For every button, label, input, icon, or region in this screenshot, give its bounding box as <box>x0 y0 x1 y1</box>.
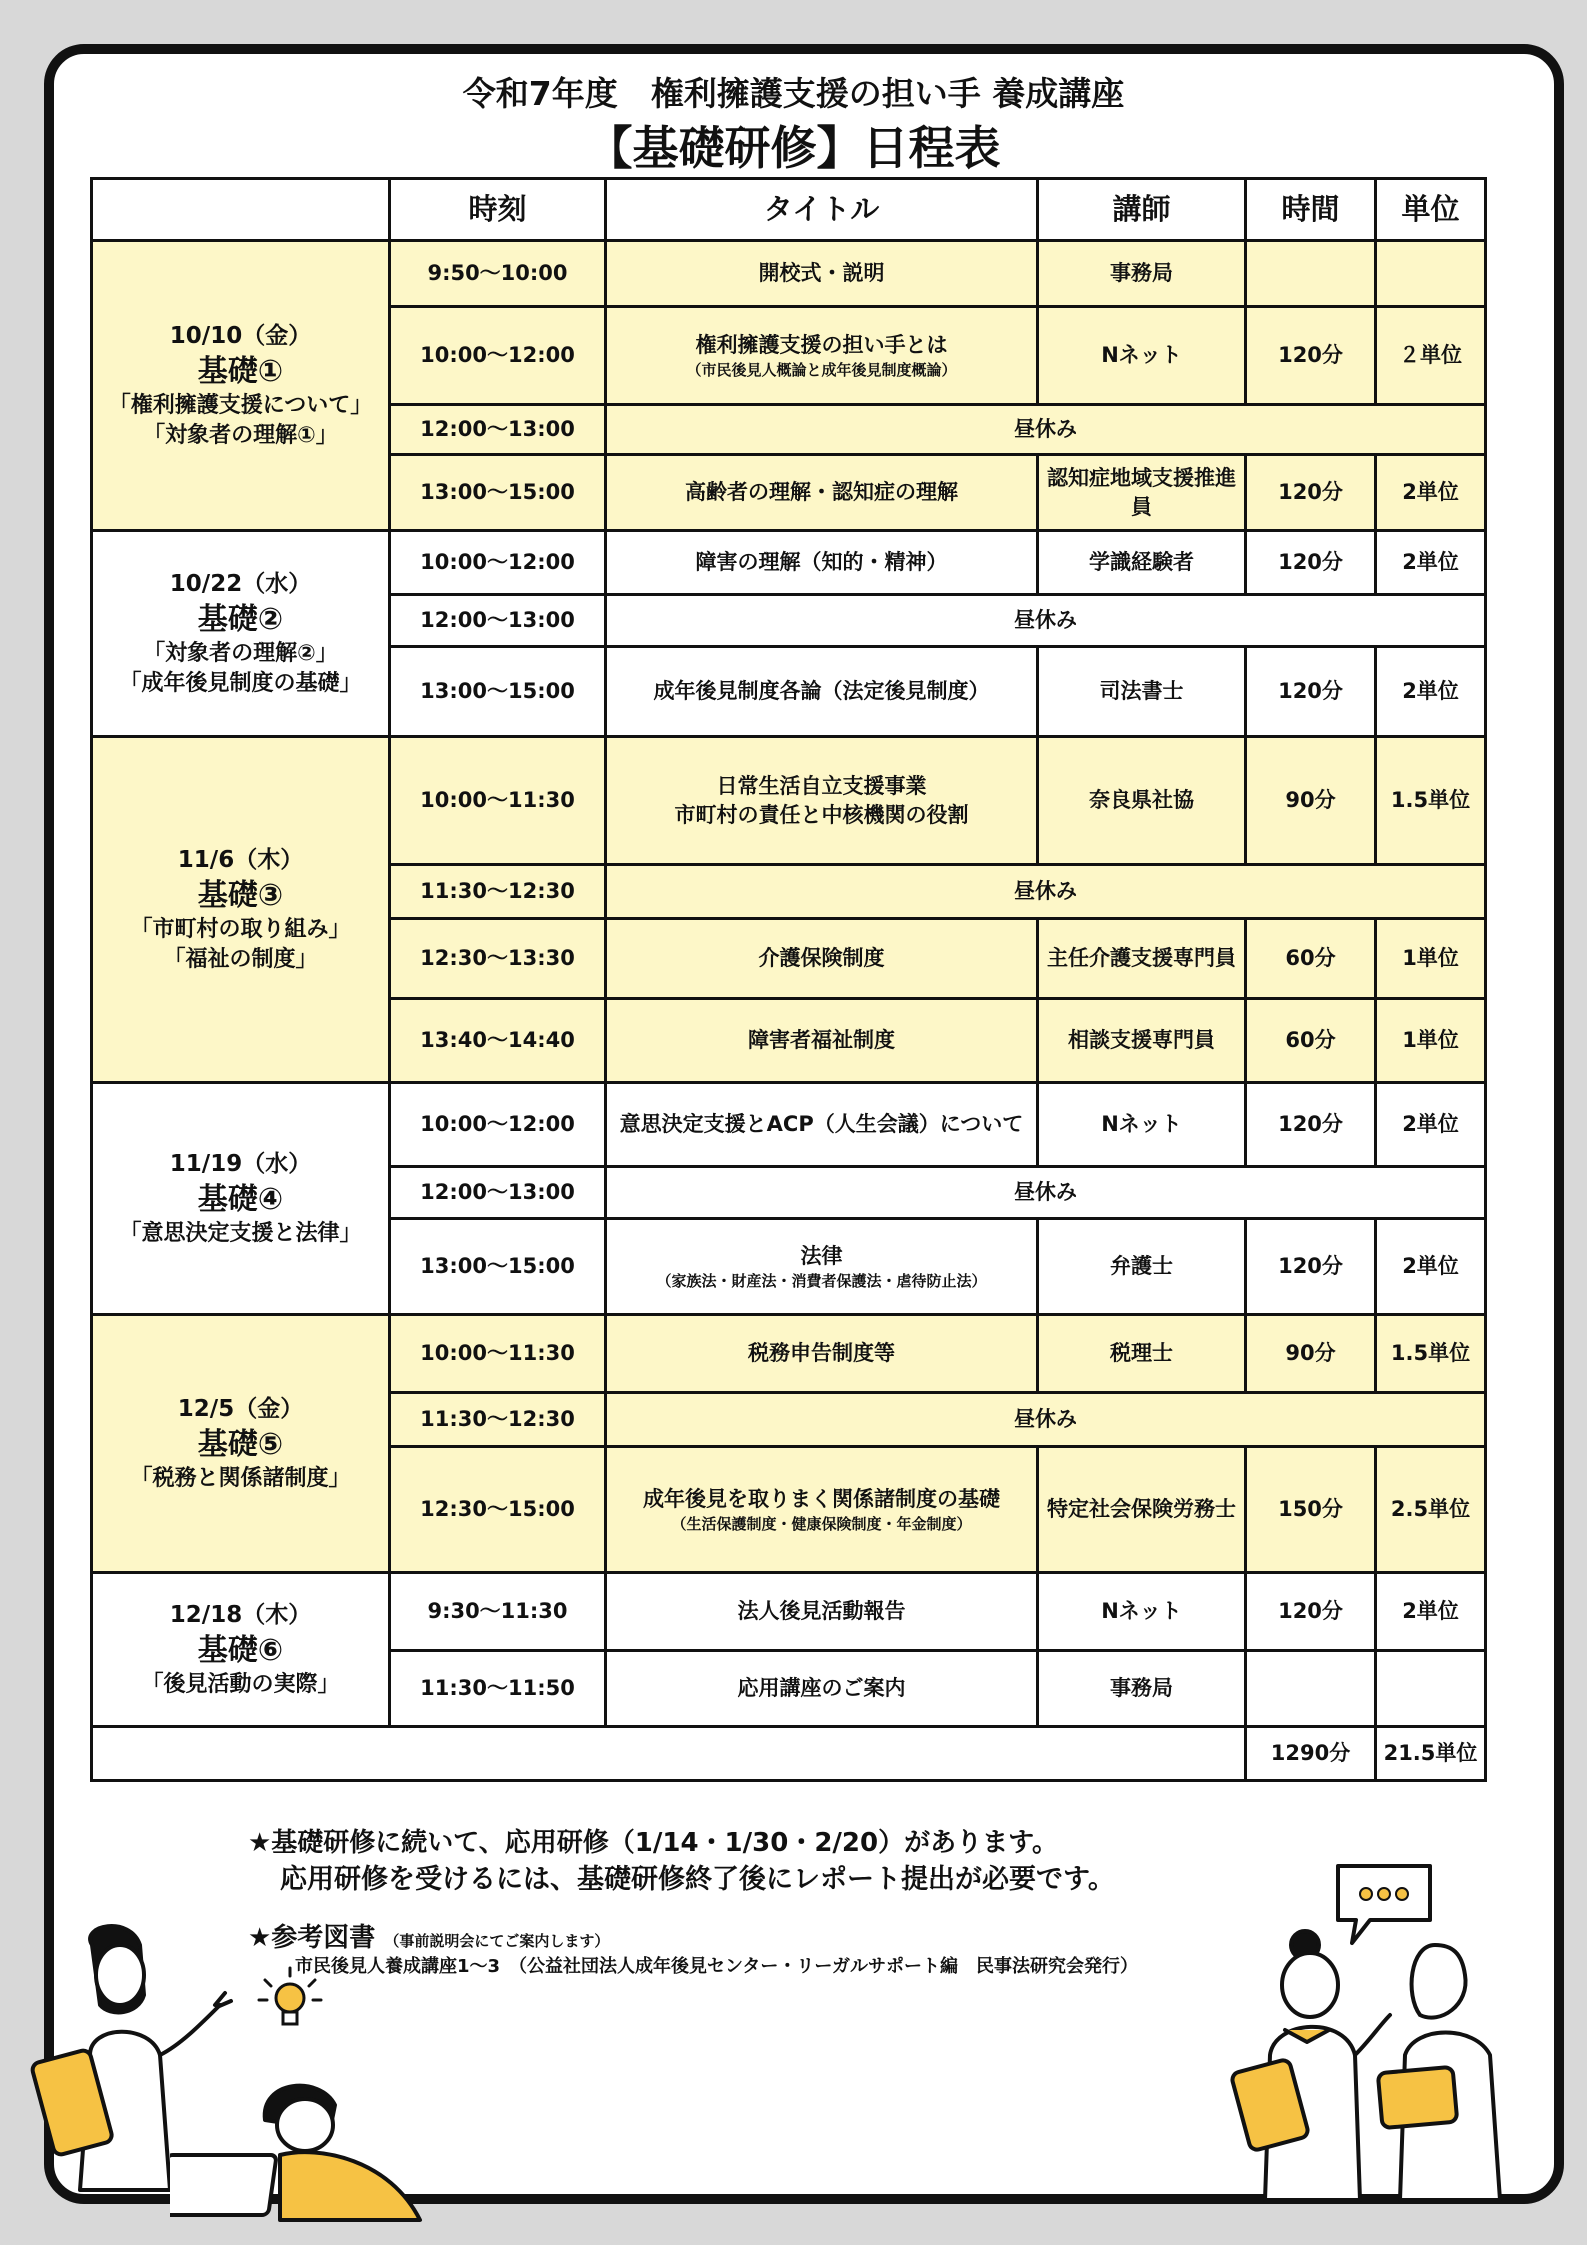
column-header-title: タイトル <box>606 179 1038 241</box>
reference-label: ★参考図書 <box>248 1923 376 1953</box>
units-cell <box>1376 241 1486 307</box>
title-cell: 高齢者の理解・認知症の理解 <box>606 455 1038 531</box>
minutes-cell: 90分 <box>1246 1315 1376 1393</box>
title-subtext: （市民後見人概論と成年後見制度概論） <box>686 360 957 379</box>
minutes-cell: 120分 <box>1246 647 1376 737</box>
title-subtext: （生活保護制度・健康保険制度・年金制度） <box>671 1514 972 1533</box>
lecturer-cell: 事務局 <box>1038 1651 1246 1727</box>
time-cell: 12:30〜13:30 <box>390 919 606 999</box>
day-cell <box>92 531 390 737</box>
minutes-cell: 90分 <box>1246 737 1376 865</box>
session-name: 基礎⑥ <box>197 1632 284 1668</box>
table-row <box>92 531 1486 595</box>
time-cell: 13:00〜15:00 <box>390 455 606 531</box>
title-cell: 障害の理解（知的・精神） <box>606 531 1038 595</box>
day-date: 12/5（金） <box>177 1395 304 1422</box>
title-cell: 開校式・説明 <box>606 241 1038 307</box>
time-cell: 9:30〜11:30 <box>390 1573 606 1651</box>
title-cell: 成年後見制度各論（法定後見制度） <box>606 647 1038 737</box>
session-name: 基礎② <box>197 601 284 637</box>
lunch-break-cell: 昼休み <box>606 405 1486 455</box>
title-text: 権利擁護支援の担い手とは <box>695 333 948 358</box>
totals-row <box>92 1727 1486 1781</box>
title-text: 法律 <box>800 1244 843 1269</box>
title-cell <box>606 1447 1038 1573</box>
units-cell <box>1376 1651 1486 1727</box>
title-cell: 税務申告制度等 <box>606 1315 1038 1393</box>
header-blank <box>92 179 390 241</box>
two-women-talking-icon <box>1230 1905 1530 2205</box>
column-header-time: 時刻 <box>390 179 606 241</box>
lunch-break-cell: 昼休み <box>606 1167 1486 1219</box>
table-row <box>92 1573 1486 1651</box>
day-cell <box>92 737 390 1083</box>
time-cell: 12:00〜13:00 <box>390 595 606 647</box>
column-header-lecturer: 講師 <box>1038 179 1246 241</box>
title-cell: 介護保険制度 <box>606 919 1038 999</box>
minutes-cell: 60分 <box>1246 999 1376 1083</box>
title-text: 市町村の責任と中核機関の役割 <box>674 802 969 827</box>
time-cell: 13:00〜15:00 <box>390 1219 606 1315</box>
lecturer-cell: Nネット <box>1038 1083 1246 1167</box>
lunch-break-cell: 昼休み <box>606 1393 1486 1447</box>
title-cell: 法人後見活動報告 <box>606 1573 1038 1651</box>
day-cell <box>92 1573 390 1727</box>
title-cell <box>606 307 1038 405</box>
column-header-units: 単位 <box>1376 179 1486 241</box>
day-date: 12/18（木） <box>169 1601 312 1628</box>
minutes-cell: 60分 <box>1246 919 1376 999</box>
units-cell: 1単位 <box>1376 919 1486 999</box>
time-cell: 11:30〜12:30 <box>390 1393 606 1447</box>
time-cell: 11:30〜12:30 <box>390 865 606 919</box>
day-date: 10/22（水） <box>169 570 312 597</box>
table-row <box>92 737 1486 865</box>
time-cell: 11:30〜11:50 <box>390 1651 606 1727</box>
lecturer-cell: 主任介護支援専門員 <box>1038 919 1246 999</box>
minutes-cell: 120分 <box>1246 307 1376 405</box>
lecturer-cell: Nネット <box>1038 307 1246 405</box>
minutes-cell: 150分 <box>1246 1447 1376 1573</box>
reference-small-note: （事前説明会にてご案内します） <box>384 1932 610 1950</box>
total-units: 21.5単位 <box>1376 1727 1486 1781</box>
lecturer-cell: 事務局 <box>1038 241 1246 307</box>
table-row <box>92 1083 1486 1167</box>
total-minutes: 1290分 <box>1246 1727 1376 1781</box>
note-advanced-course: ★基礎研修に続いて、応用研修（1/14・1/30・2/20）があります。 <box>248 1828 1059 1858</box>
units-cell: 2単位 <box>1376 1083 1486 1167</box>
column-header-minutes: 時間 <box>1246 179 1376 241</box>
lunch-break-cell: 昼休み <box>606 865 1486 919</box>
minutes-cell <box>1246 1651 1376 1727</box>
units-cell: 2単位 <box>1376 1573 1486 1651</box>
title-cell: 意思決定支援とACP（人生会議）について <box>606 1083 1038 1167</box>
table-row <box>92 241 1486 307</box>
time-cell: 10:00〜11:30 <box>390 737 606 865</box>
note-reference-books <box>248 1917 609 1954</box>
day-cell <box>92 1315 390 1573</box>
time-cell: 12:00〜13:00 <box>390 1167 606 1219</box>
session-topic: 「市町村の取り組み」 <box>130 916 351 942</box>
table-row <box>92 1315 1486 1393</box>
minutes-cell <box>1246 241 1376 307</box>
units-cell: 1.5単位 <box>1376 737 1486 865</box>
schedule-table <box>90 177 1487 1782</box>
day-date: 11/6（木） <box>177 846 304 873</box>
totals-blank <box>92 1727 1246 1781</box>
reference-book: 市民後見人養成講座1〜3 （公益社団法人成年後見センター・リーガルサポート編 民事法研究会発行） <box>295 1956 1138 1977</box>
units-cell: ２単位 <box>1376 307 1486 405</box>
day-cell <box>92 241 390 531</box>
lecturer-cell: 学識経験者 <box>1038 531 1246 595</box>
lecturer-cell: 税理士 <box>1038 1315 1246 1393</box>
note-report-requirement: 応用研修を受けるには、基礎研修終了後にレポート提出が必要です。 <box>280 1864 1115 1895</box>
lecturer-cell: 特定社会保険労務士 <box>1038 1447 1246 1573</box>
time-cell: 9:50〜10:00 <box>390 241 606 307</box>
time-cell: 13:40〜14:40 <box>390 999 606 1083</box>
units-cell: 2単位 <box>1376 531 1486 595</box>
session-topic: 「対象者の理解②」 <box>143 640 338 666</box>
time-cell: 10:00〜12:00 <box>390 1083 606 1167</box>
title-text: 成年後見を取りまく関係諸制度の基礎 <box>643 1487 1000 1512</box>
session-topic: 「税務と関係諸制度」 <box>130 1465 351 1491</box>
minutes-cell: 120分 <box>1246 1573 1376 1651</box>
lecturer-cell: Nネット <box>1038 1573 1246 1651</box>
units-cell: 1.5単位 <box>1376 1315 1486 1393</box>
session-name: 基礎① <box>197 353 284 389</box>
units-cell: 2単位 <box>1376 1219 1486 1315</box>
session-name: 基礎④ <box>197 1181 284 1217</box>
session-topic: 「対象者の理解①」 <box>143 422 338 448</box>
time-cell: 12:00〜13:00 <box>390 405 606 455</box>
units-cell: 2単位 <box>1376 455 1486 531</box>
minutes-cell: 120分 <box>1246 1219 1376 1315</box>
lecturer-cell: 司法書士 <box>1038 647 1246 737</box>
time-cell: 10:00〜12:00 <box>390 307 606 405</box>
title-cell: 応用講座のご案内 <box>606 1651 1038 1727</box>
lightbulb-icon <box>255 1960 325 2040</box>
lecturer-cell: 弁護士 <box>1038 1219 1246 1315</box>
day-date: 11/19（水） <box>169 1150 312 1177</box>
title-cell: 障害者福祉制度 <box>606 999 1038 1083</box>
title-cell <box>606 1219 1038 1315</box>
time-cell: 13:00〜15:00 <box>390 647 606 737</box>
time-cell: 10:00〜11:30 <box>390 1315 606 1393</box>
session-topic: 「後見活動の実際」 <box>141 1671 340 1697</box>
title-subtext: （家族法・財産法・消費者保護法・虐待防止法） <box>656 1271 987 1290</box>
person-at-laptop-icon <box>170 2060 460 2225</box>
session-topic: 「意思決定支援と法律」 <box>119 1220 362 1246</box>
lecturer-cell: 相談支援専門員 <box>1038 999 1246 1083</box>
title-text: 日常生活自立支援事業 <box>716 774 927 799</box>
page-title-line1: 令和7年度 権利擁護支援の担い手 養成講座 <box>462 74 1125 113</box>
session-name: 基礎⑤ <box>197 1426 284 1462</box>
page-title-line2: 【基礎研修】日程表 <box>586 121 1001 175</box>
units-cell: 2単位 <box>1376 647 1486 737</box>
session-topic: 「成年後見制度の基礎」 <box>119 670 362 696</box>
minutes-cell: 120分 <box>1246 455 1376 531</box>
lecturer-cell: 認知症地域支援推進員 <box>1038 455 1246 531</box>
minutes-cell: 120分 <box>1246 1083 1376 1167</box>
units-cell: 2.5単位 <box>1376 1447 1486 1573</box>
day-date: 10/10（金） <box>169 322 312 349</box>
time-cell: 10:00〜12:00 <box>390 531 606 595</box>
time-cell: 12:30〜15:00 <box>390 1447 606 1573</box>
units-cell: 1単位 <box>1376 999 1486 1083</box>
session-topic: 「福祉の制度」 <box>163 946 318 972</box>
title-cell <box>606 737 1038 865</box>
lecturer-cell: 奈良県社協 <box>1038 737 1246 865</box>
day-cell <box>92 1083 390 1315</box>
session-topic: 「権利擁護支援について」 <box>108 392 373 418</box>
minutes-cell: 120分 <box>1246 531 1376 595</box>
session-name: 基礎③ <box>197 877 284 913</box>
lunch-break-cell: 昼休み <box>606 595 1486 647</box>
